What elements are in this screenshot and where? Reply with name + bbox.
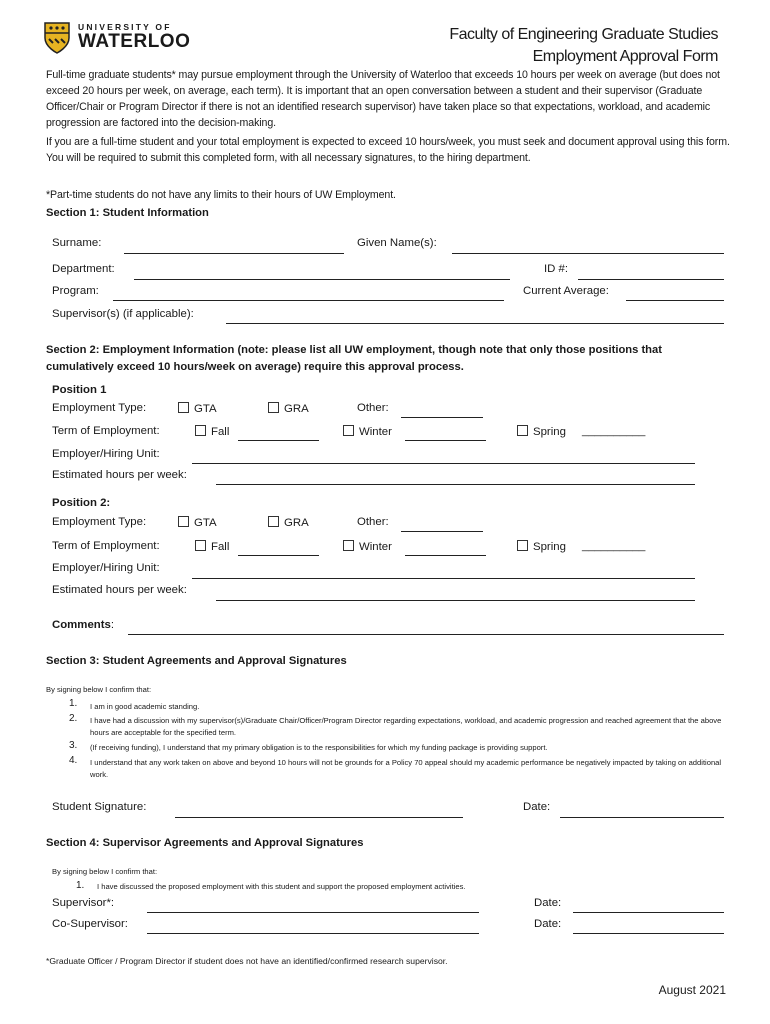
checkbox-icon[interactable]: [343, 425, 354, 436]
checkbox-icon[interactable]: [268, 402, 279, 413]
position-1-fall-checkbox[interactable]: Fall: [195, 425, 229, 438]
co-supervisor-signature-field[interactable]: [147, 933, 479, 934]
section-3-heading: Section 3: Student Agreements and Approval Signatures: [46, 655, 347, 667]
student-signature-field[interactable]: [175, 817, 463, 818]
checkbox-icon[interactable]: [517, 425, 528, 436]
comments-label: Comments:: [52, 619, 115, 631]
position-2-hours-field[interactable]: [216, 600, 695, 601]
position-1-fall-field[interactable]: [238, 440, 319, 441]
agreement-number: 1.: [69, 698, 78, 709]
position-2-type-label: Employment Type:: [52, 516, 147, 528]
intro-paragraph-2: If you are a full-time student and your total employment is expected to exceed 10 hours/week, you must seek and document approval using this form. You will be required to submit this completed form, with all necessary signatures, to the hiring department.: [46, 136, 730, 164]
title-line-2: Employment Approval Form: [532, 48, 718, 65]
section-1-heading: Section 1: Student Information: [46, 207, 209, 219]
position-1-gta-checkbox[interactable]: GTA: [178, 402, 217, 415]
position-1-hours-label: Estimated hours per week:: [52, 469, 187, 481]
student-date-label: Date:: [523, 801, 551, 813]
position-2-employer-field[interactable]: [192, 578, 695, 579]
supervisor-label: Supervisor(s) (if applicable):: [52, 308, 194, 320]
supervisor-agreement-item: I have discussed the proposed employment with this student and support the proposed employment activities.: [97, 882, 466, 891]
current-average-label: Current Average:: [523, 285, 609, 297]
section-2-heading-1: Section 2: Employment Information (note: please list all UW employment, though note that only those positions that: [46, 344, 662, 356]
position-2-gra-checkbox[interactable]: GRA: [268, 516, 309, 529]
supervisor-field[interactable]: [226, 323, 724, 324]
agreement-item-1: I am in good academic standing.: [90, 702, 200, 711]
position-1-spring-field[interactable]: __________: [582, 425, 646, 437]
section-2-heading-2: cumulatively exceed 10 hours/week on average) require this approval process.: [46, 361, 464, 373]
checkbox-icon[interactable]: [195, 540, 206, 551]
position-2-spring-checkbox[interactable]: Spring: [517, 540, 566, 553]
logo-waterloo: WATERLOO: [78, 31, 191, 52]
position-2-other-label: Other:: [357, 516, 389, 528]
agreement-item-3: (If receiving funding), I understand that my primary obligation is to the responsibilities for which my funding package is providing support.: [90, 743, 548, 752]
position-2-hours-label: Estimated hours per week:: [52, 584, 187, 596]
position-1-winter-checkbox[interactable]: Winter: [343, 425, 392, 438]
position-2-title: Position 2:: [52, 497, 111, 509]
position-2-term-label: Term of Employment:: [52, 540, 160, 552]
student-signature-label: Student Signature:: [52, 801, 147, 813]
comments-field[interactable]: [128, 634, 724, 635]
checkbox-icon[interactable]: [343, 540, 354, 551]
section-4-intro: By signing below I confirm that:: [52, 867, 158, 876]
section-4-heading: Section 4: Supervisor Agreements and Approval Signatures: [46, 837, 364, 849]
position-1-spring-checkbox[interactable]: Spring: [517, 425, 566, 438]
given-name-field[interactable]: [452, 253, 724, 254]
co-supervisor-date-label: Date:: [534, 918, 562, 930]
agreement-item-2: I have had a discussion with my supervisor(s)/Graduate Chair/Officer/Program Director regarding expectations, workload, and academic progression and reached agreement that the above hours are acceptable for the specified term.: [90, 716, 722, 737]
program-label: Program:: [52, 285, 99, 297]
id-field[interactable]: [578, 279, 724, 280]
surname-field[interactable]: [124, 253, 344, 254]
position-1-winter-field[interactable]: [405, 440, 486, 441]
supervisor-signature-field[interactable]: [147, 912, 479, 913]
position-1-type-label: Employment Type:: [52, 402, 147, 414]
position-2-employer-label: Employer/Hiring Unit:: [52, 562, 160, 574]
position-1-employer-field[interactable]: [192, 463, 695, 464]
position-2-winter-checkbox[interactable]: Winter: [343, 540, 392, 553]
intro-paragraph-1: Full-time graduate students* may pursue employment through the University of Waterloo that exceeds 10 hours per week on average (but does not exceed 20 hours per week, on average, each term). It is important that an open conversation between a student and their supervisor (Graduate Officer/Chair or Program Director if there is not an identified research supervisor) have taken place so that expectations, workload, and academic progression are factored into the decision-making.: [46, 69, 720, 129]
position-2-other-field[interactable]: [401, 531, 483, 532]
co-supervisor-signature-label: Co-Supervisor:: [52, 918, 128, 930]
intro-paragraph-3: *Part-time students do not have any limits to their hours of UW Employment.: [46, 189, 396, 201]
position-1-title: Position 1: [52, 384, 107, 396]
current-average-field[interactable]: [626, 300, 724, 301]
student-date-field[interactable]: [560, 817, 724, 818]
checkbox-icon[interactable]: [268, 516, 279, 527]
supervisor-date-field[interactable]: [573, 912, 724, 913]
position-1-gra-checkbox[interactable]: GRA: [268, 402, 309, 415]
university-logo: [44, 20, 194, 60]
department-label: Department:: [52, 263, 115, 275]
program-field[interactable]: [113, 300, 504, 301]
form-title: [449, 24, 718, 68]
surname-label: Surname:: [52, 237, 102, 249]
position-1-hours-field[interactable]: [216, 484, 695, 485]
title-line-1: Faculty of Engineering Graduate Studies: [449, 26, 718, 43]
position-1-other-label: Other:: [357, 402, 389, 414]
position-2-spring-field[interactable]: __________: [582, 540, 646, 552]
position-1-other-field[interactable]: [401, 417, 483, 418]
department-field[interactable]: [134, 279, 510, 280]
checkbox-icon[interactable]: [178, 402, 189, 413]
co-supervisor-date-field[interactable]: [573, 933, 724, 934]
section-3-intro: By signing below I confirm that:: [46, 685, 152, 694]
checkbox-icon[interactable]: [195, 425, 206, 436]
given-name-label: Given Name(s):: [357, 237, 437, 249]
footnote: *Graduate Officer / Program Director if student does not have an identified/confirmed research supervisor.: [46, 956, 448, 966]
agreement-number: 3.: [69, 740, 78, 751]
agreement-number: 4.: [69, 755, 78, 766]
position-2-fall-field[interactable]: [238, 555, 319, 556]
position-1-term-label: Term of Employment:: [52, 425, 160, 437]
position-2-gta-checkbox[interactable]: GTA: [178, 516, 217, 529]
agreement-number: 2.: [69, 713, 78, 724]
supervisor-signature-label: Supervisor*:: [52, 897, 115, 909]
logo-university-of: UNIVERSITY OF: [78, 22, 172, 32]
id-label: ID #:: [544, 263, 569, 275]
supervisor-agreement-number: 1.: [76, 880, 85, 891]
revision-date: August 2021: [658, 983, 726, 997]
position-2-fall-checkbox[interactable]: Fall: [195, 540, 229, 553]
position-2-winter-field[interactable]: [405, 555, 486, 556]
shield-icon: [44, 22, 70, 54]
checkbox-icon[interactable]: [178, 516, 189, 527]
checkbox-icon[interactable]: [517, 540, 528, 551]
agreement-item-4: I understand that any work taken on above and beyond 10 hours will not be grounds for a Policy 70 appeal should my academic performance be negatively impacted by taking on additional work.: [90, 758, 722, 779]
supervisor-date-label: Date:: [534, 897, 562, 909]
position-1-employer-label: Employer/Hiring Unit:: [52, 448, 160, 460]
